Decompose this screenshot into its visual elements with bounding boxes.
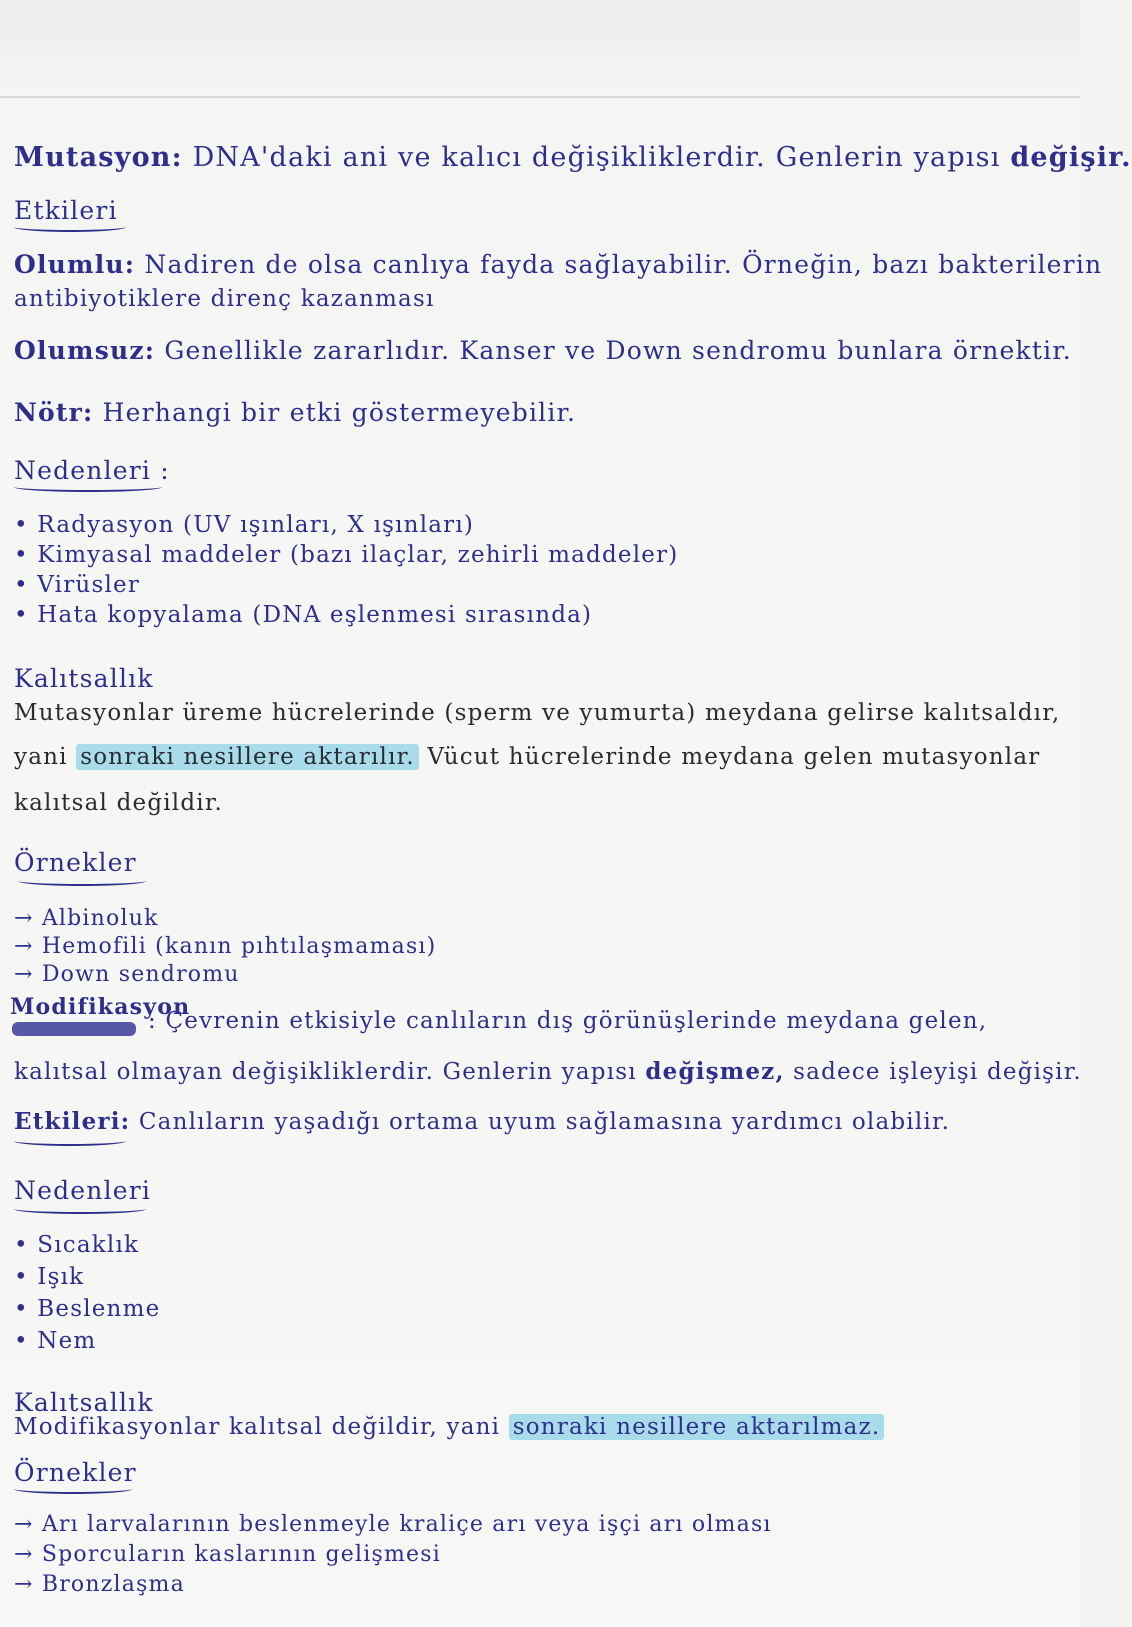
page-edge bbox=[0, 96, 1080, 98]
etkileri-text-2: Canlıların yaşadığı ortama uyum sağlamasına yardımcı olabilir. bbox=[130, 1109, 951, 1135]
mutasyon-emphasis: değişir. bbox=[1010, 142, 1132, 173]
modifikasyon-emphasis: değişmez, bbox=[645, 1058, 785, 1085]
kalitsallik-line-2 bbox=[14, 744, 1040, 770]
neden2-item-1: • Sıcaklık bbox=[14, 1232, 140, 1258]
kalitsallik-line-3: kalıtsal değildir. bbox=[14, 790, 224, 816]
neden-item-2: • Kimyasal maddeler (bazı ilaçlar, zehirli maddeler) bbox=[14, 542, 679, 568]
notr-term: Nötr: bbox=[14, 398, 94, 427]
olumsuz-text: Genellikle zararlıdır. Kanser ve Down sendromu bunlara örnektir. bbox=[155, 336, 1072, 365]
modifikasyon-line-2 bbox=[14, 1058, 1082, 1085]
olumlu-line-2: antibiyotiklere direnç kazanması bbox=[14, 286, 435, 312]
ornek-item-1: → Albinoluk bbox=[14, 906, 159, 931]
nedenleri-heading-1: Nedenleri : bbox=[14, 456, 170, 485]
kalitsallik2-highlight: sonraki nesillere aktarılmaz. bbox=[509, 1414, 885, 1440]
kalitsallik-text-b: Vücut hücrelerinde meydana gelen mutasyonlar bbox=[418, 744, 1041, 770]
olumlu-term: Olumlu: bbox=[14, 250, 136, 279]
neden2-item-4: • Nem bbox=[14, 1328, 97, 1354]
neden2-item-2: • Işık bbox=[14, 1264, 85, 1290]
ornekler-heading-1: Örnekler bbox=[14, 848, 137, 877]
kalitsallik-heading-1: Kalıtsallık bbox=[14, 664, 154, 693]
kalitsallik2-line bbox=[14, 1414, 884, 1440]
etkileri-line-2 bbox=[14, 1108, 950, 1135]
neden-item-4: • Hata kopyalama (DNA eşlenmesi sırasında) bbox=[14, 602, 593, 628]
ornekler-underline-1 bbox=[18, 876, 146, 886]
kalitsallik-text-a: yani bbox=[14, 744, 77, 770]
neden2-item-3: • Beslenme bbox=[14, 1296, 161, 1322]
etkileri-underline-2 bbox=[14, 1136, 126, 1146]
olumlu-text: Nadiren de olsa canlıya fayda sağlayabilir. Örneğin, bazı bakterilerin bbox=[135, 250, 1103, 279]
mutasyon-term: Mutasyon: bbox=[14, 142, 183, 173]
ornek-item-2: → Hemofili (kanın pıhtılaşmaması) bbox=[14, 934, 437, 959]
etkileri-underline-1 bbox=[14, 222, 126, 232]
kalitsallik-highlight: sonraki nesillere aktarılır. bbox=[76, 744, 419, 770]
modifikasyon-line-1: : Çevrenin etkisiyle canlıların dış görünüşlerinde meydana gelen, bbox=[148, 1008, 988, 1034]
nedenleri-heading-2: Nedenleri bbox=[14, 1176, 152, 1205]
notr-text: Herhangi bir etki göstermeyebilir. bbox=[93, 398, 577, 427]
ornek2-item-3: → Bronzlaşma bbox=[14, 1572, 185, 1597]
olumlu-line bbox=[14, 250, 1102, 279]
kalitsallik-heading-2: Kalıtsallık bbox=[14, 1388, 154, 1417]
kalitsallik-line-1: Mutasyonlar üreme hücrelerinde (sperm ve yumurta) meydana gelirse kalıtsaldır, bbox=[14, 700, 1061, 726]
etkileri-heading-1: Etkileri bbox=[14, 196, 118, 225]
neden-item-3: • Virüsler bbox=[14, 572, 141, 598]
ornekler-underline-2 bbox=[14, 1484, 132, 1494]
neden-item-1: • Radyasyon (UV ışınları, X ışınları) bbox=[14, 512, 475, 538]
modifikasyon-text-b: sadece işleyişi değişir. bbox=[784, 1059, 1082, 1085]
kalitsallik2-text: Modifikasyonlar kalıtsal değildir, yani bbox=[14, 1414, 509, 1440]
mutasyon-text: DNA'daki ani ve kalıcı değişikliklerdir. Genlerin yapısı bbox=[182, 142, 1011, 173]
nedenleri-underline-2 bbox=[14, 1204, 146, 1214]
modifikasyon-text-a: kalıtsal olmayan değişikliklerdir. Genlerin yapısı bbox=[14, 1059, 646, 1085]
modifikasyon-term: Modifikasyon bbox=[10, 994, 191, 1020]
notr-line bbox=[14, 398, 576, 427]
nedenleri-underline-1 bbox=[14, 482, 162, 492]
scribble-mark bbox=[12, 1022, 136, 1036]
olumsuz-term: Olumsuz: bbox=[14, 336, 156, 365]
etkileri-term-2: Etkileri: bbox=[14, 1108, 131, 1135]
ornek2-item-2: → Sporcuların kaslarının gelişmesi bbox=[14, 1542, 441, 1567]
ornek-item-3: → Down sendromu bbox=[14, 962, 240, 987]
mutasyon-definition bbox=[14, 142, 1132, 173]
olumsuz-line bbox=[14, 336, 1072, 365]
ornekler-heading-2: Örnekler bbox=[14, 1458, 137, 1487]
ornek2-item-1: → Arı larvalarının beslenmeyle kraliçe arı veya işçi arı olması bbox=[14, 1512, 772, 1537]
